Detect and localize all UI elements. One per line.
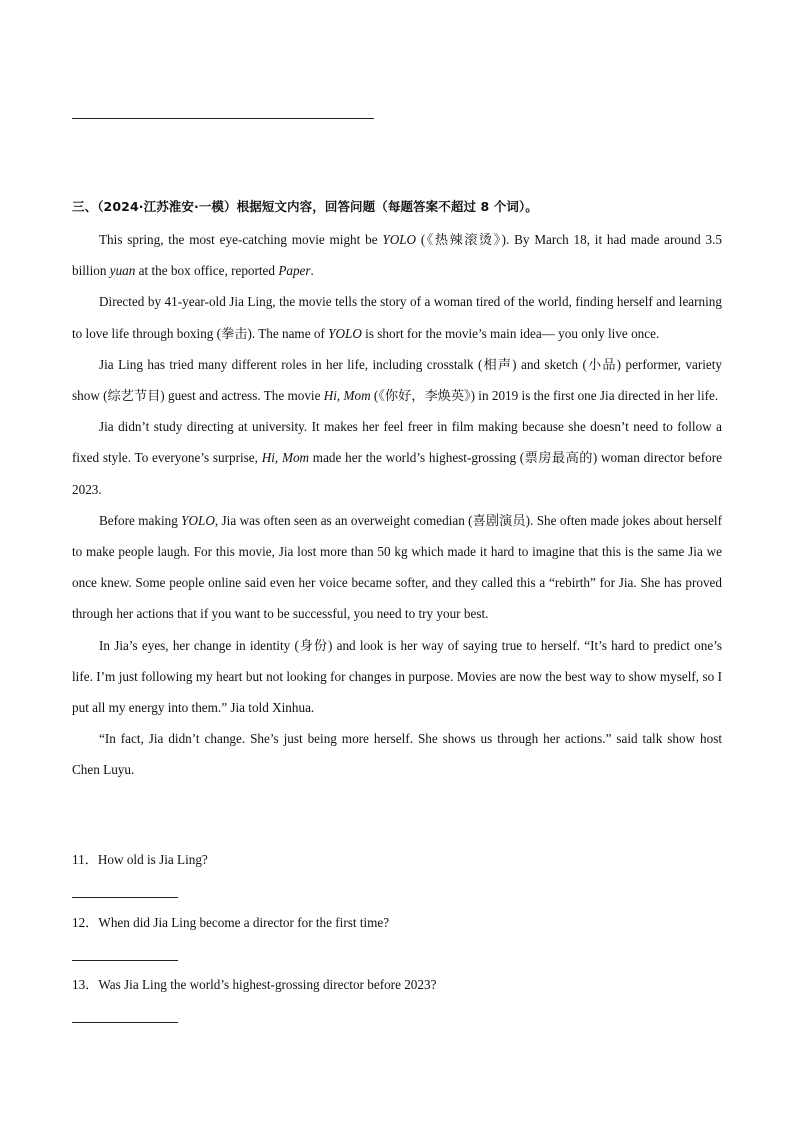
text-run: Jia didn’t study directing at university. It makes her feel freer in film making because she doesn’t need to follow a fixed style. To everyone’s surprise, bbox=[72, 419, 722, 466]
paragraph-2 bbox=[72, 286, 722, 348]
paragraph-3 bbox=[72, 349, 722, 411]
paragraph-4 bbox=[72, 411, 722, 505]
question-number: 13． bbox=[72, 977, 99, 992]
text-run: Directed by 41-year-old Jia Ling, the movie tells the story of a woman tired of the world, finding herself and learning to love life through boxing (拳击). The name of bbox=[72, 294, 722, 341]
previous-answer-line bbox=[72, 118, 374, 119]
text-run: This spring, the most eye-catching movie might be bbox=[99, 232, 383, 247]
answer-line-13[interactable] bbox=[72, 1022, 178, 1023]
paragraph-5 bbox=[72, 505, 722, 630]
text-run: made her the world’s highest-grossing (票房最高的) woman director before 2023. bbox=[72, 450, 722, 497]
question-11 bbox=[72, 850, 722, 870]
answer-line-11[interactable] bbox=[72, 897, 178, 898]
text-run: Jia Ling has tried many different roles in her life, including crosstalk (相声) and sketch (小品) performer, variety show (综艺节目) guest and actress. The movie bbox=[72, 356, 722, 404]
text-run: (《热辣滚烫》). By March 18, it had made around 3.5 billion bbox=[72, 232, 723, 279]
reading-passage bbox=[72, 224, 722, 786]
italic-term: YOLO bbox=[181, 512, 215, 528]
text-run: In Jia’s eyes, her change in identity (身份) and look is her way of saying true to herself. “It’s hard to predict one’s life. I’m just following my heart but not looking for changes in purpose. Movies are now the best way to show myself, so I put all my energy into them.” Jia told Xinhua. bbox=[72, 637, 722, 716]
italic-term: yuan bbox=[109, 263, 136, 279]
text-run: at the box office, reported bbox=[135, 263, 279, 279]
italic-term: Hi, Mom bbox=[261, 450, 310, 466]
section-title: 三、（2024·江苏淮安·一模）根据短文内容，回答问题（每题答案不超过 8 个词）。 bbox=[72, 199, 538, 214]
italic-term: Paper bbox=[278, 263, 311, 279]
text-run: (《你好，李焕英》) in 2019 is the first one Jia directed in her life. bbox=[370, 388, 719, 404]
question-number: 12． bbox=[72, 915, 99, 930]
italic-term: Hi, Mom bbox=[323, 388, 371, 404]
text-run: “In fact, Jia didn’t change. She’s just being more herself. She shows us through her actions.” said talk show host Chen Luyu. bbox=[72, 731, 722, 778]
text-run: Before making bbox=[99, 512, 182, 528]
text-run: , Jia was often seen as an overweight comedian (喜剧演员). She often made jokes about herself to make people laugh. For this movie, Jia lost more than 50 kg which made it hard to imagine that this is the same Jia we once knew. Some people online said even her voice became softer, and they called this a “rebirth” for Jia. She has proved through her actions that if you want to be successful, you need to try your best. bbox=[72, 512, 722, 622]
italic-term: YOLO bbox=[382, 232, 417, 247]
question-12 bbox=[72, 913, 722, 933]
question-text: How old is Jia Ling? bbox=[97, 852, 208, 867]
paragraph-6 bbox=[72, 630, 722, 724]
paragraph-1 bbox=[72, 224, 722, 286]
paragraph-7 bbox=[72, 723, 722, 785]
question-text: When did Jia Ling become a director for the first time? bbox=[98, 915, 390, 930]
italic-term: YOLO bbox=[328, 325, 362, 341]
question-13 bbox=[72, 975, 722, 995]
question-text: Was Jia Ling the world’s highest-grossing director before 2023? bbox=[98, 977, 437, 992]
question-number: 11． bbox=[72, 852, 98, 867]
text-run: . bbox=[310, 263, 314, 279]
answer-line-12[interactable] bbox=[72, 960, 178, 961]
text-run: is short for the movie’s main idea— you only live once. bbox=[361, 325, 660, 341]
